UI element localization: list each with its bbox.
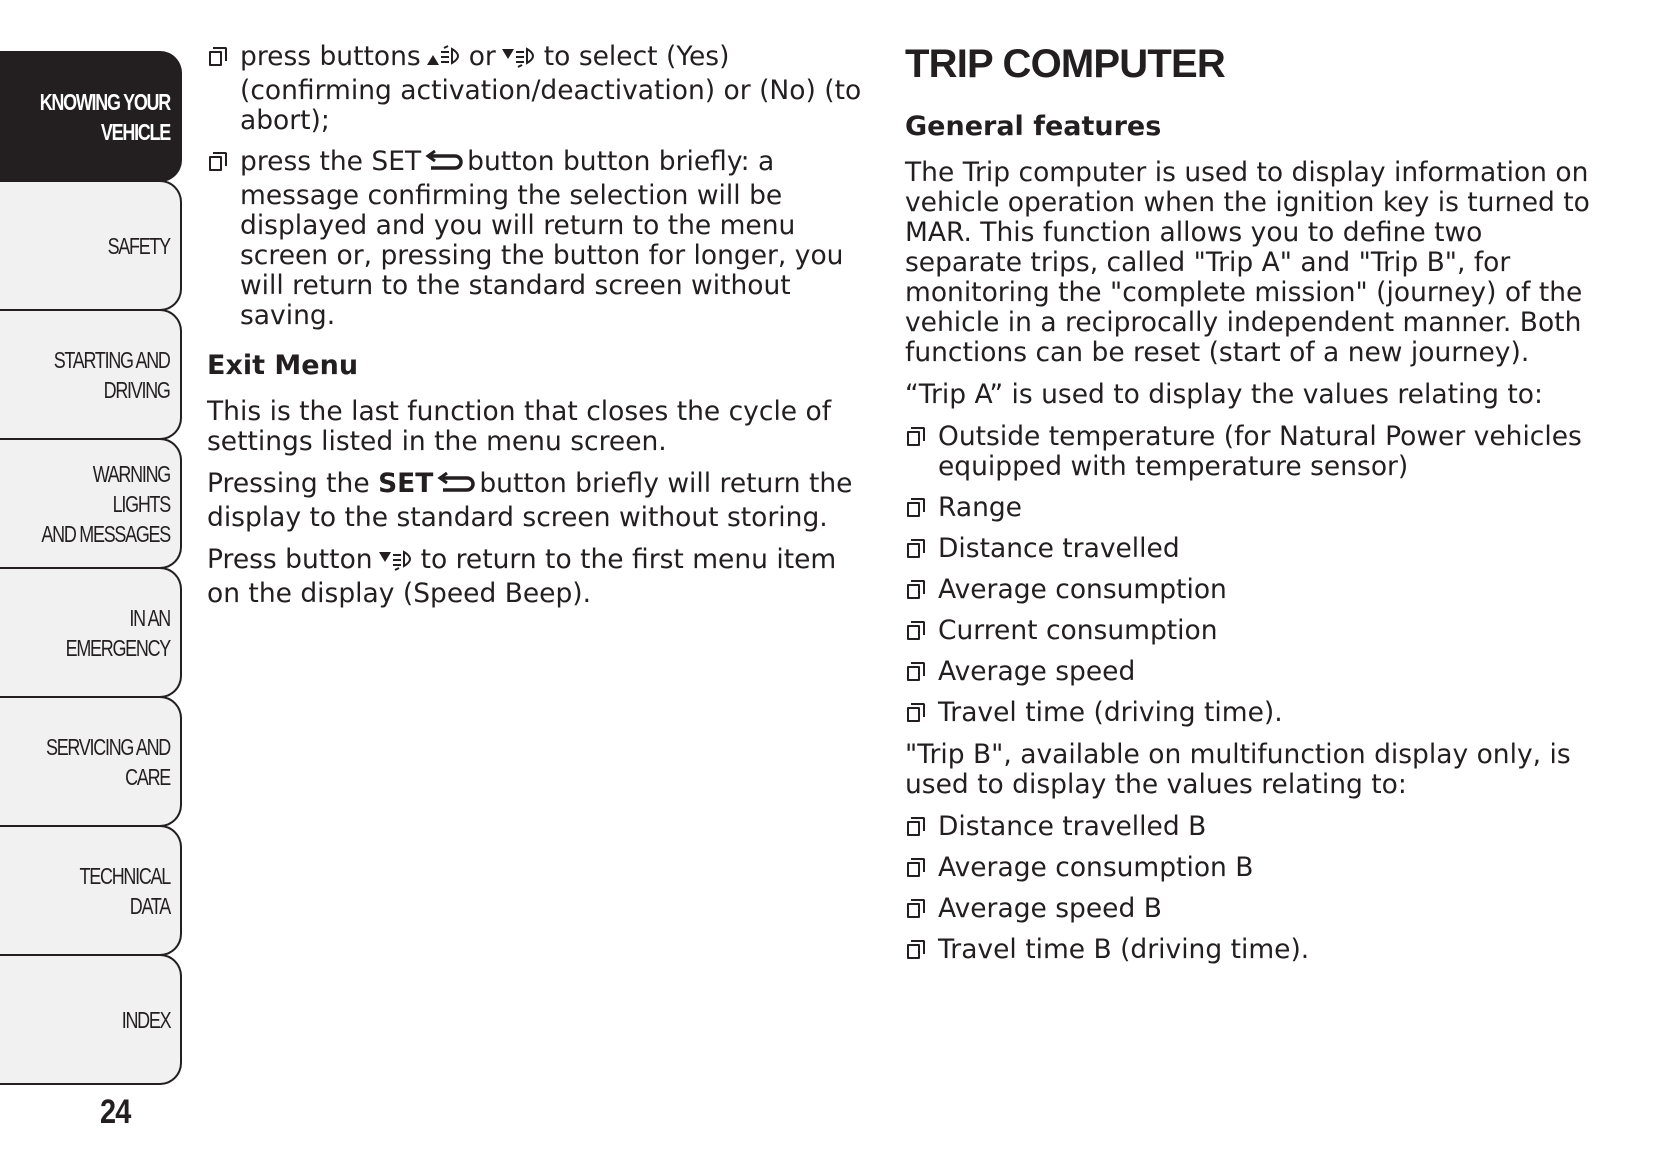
right-column (905, 42, 1605, 977)
tab-servicing-and-care[interactable] (0, 696, 182, 827)
tab-label: WARNING LIGHTS AND MESSAGES (41, 460, 170, 547)
down-arrow-headlight-icon (500, 43, 540, 76)
tab-warning-lights[interactable] (0, 438, 182, 569)
tab-knowing-your-vehicle[interactable] (0, 51, 182, 182)
tab-label: STARTING AND DRIVING (54, 346, 170, 403)
tab-label: SERVICING AND CARE (45, 733, 170, 790)
trip-b-intro: "Trip B", available on multifunction display only, is used to display the values relating to: (905, 739, 1571, 800)
chapter-tabs (0, 51, 182, 1083)
tab-index[interactable] (0, 954, 182, 1085)
left-column (207, 42, 872, 621)
list-item: Current consumption (905, 616, 1605, 646)
tab-label: INDEX (121, 1006, 170, 1033)
tab-label: KNOWING YOUR VEHICLE (39, 88, 170, 145)
trip-a-intro: “Trip A” is used to display the values relating to: (905, 379, 1543, 410)
exit-menu-paragraph: Press button to return to the first menu item on the display (Speed Beep). (207, 544, 837, 609)
list-item: Average speed (905, 657, 1605, 687)
list-item: press the SET button button briefly: a message confirming the selection will be displayed and you will return to the menu screen or, pressing the button for longer, you will return to the standard screen without saving. (207, 147, 872, 331)
down-arrow-headlight-icon (377, 546, 417, 579)
set-return-icon (425, 150, 463, 181)
tab-technical-data[interactable] (0, 825, 182, 956)
list-item: Average consumption (905, 575, 1605, 605)
list-item: Range (905, 493, 1605, 523)
list-item: Distance travelled (905, 534, 1605, 564)
list-item: Distance travelled B (905, 812, 1605, 842)
tab-in-an-emergency[interactable] (0, 567, 182, 698)
general-features-heading: General features (905, 111, 1162, 142)
list-item: press buttons or to select (Yes) (confirming activation/deactivation) or (No) (to abort); (207, 42, 872, 136)
page-number: 24 (100, 1093, 131, 1131)
exit-menu-paragraph: This is the last function that closes the cycle of settings listed in the menu screen. (207, 396, 832, 457)
set-return-icon (437, 472, 475, 503)
tab-label: IN AN EMERGENCY (65, 604, 170, 661)
trip-a-list (905, 422, 1605, 728)
set-label: SET (378, 468, 434, 499)
page-title: TRIP COMPUTER (905, 42, 1225, 86)
tab-safety[interactable] (0, 180, 182, 311)
trip-b-list (905, 812, 1605, 965)
list-item: Average speed B (905, 894, 1605, 924)
exit-menu-heading: Exit Menu (207, 350, 359, 381)
tab-label: TECHNICAL DATA (79, 862, 170, 919)
list-item: Travel time (driving time). (905, 698, 1605, 728)
list-item: Travel time B (driving time). (905, 935, 1605, 965)
intro-paragraph: The Trip computer is used to display information on vehicle operation when the ignition key is turned to MAR. This function allows you to define two separate trips, called "Trip A" and "Trip B", for monitoring the "complete mission" (journey) of the vehicle in a reciprocally independent manner. Both functions can be reset (start of a new journey). (905, 157, 1590, 368)
list-item: Outside temperature (for Natural Power vehicles equipped with temperature sensor) (905, 422, 1605, 482)
exit-menu-paragraph: Pressing the SET button briefly will return the display to the standard screen without storing. (207, 468, 853, 533)
tab-starting-and-driving[interactable] (0, 309, 182, 440)
list-item: Average consumption B (905, 853, 1605, 883)
up-arrow-headlight-icon (425, 43, 465, 76)
menu-steps-list (207, 42, 872, 331)
tab-label: SAFETY (107, 232, 170, 259)
